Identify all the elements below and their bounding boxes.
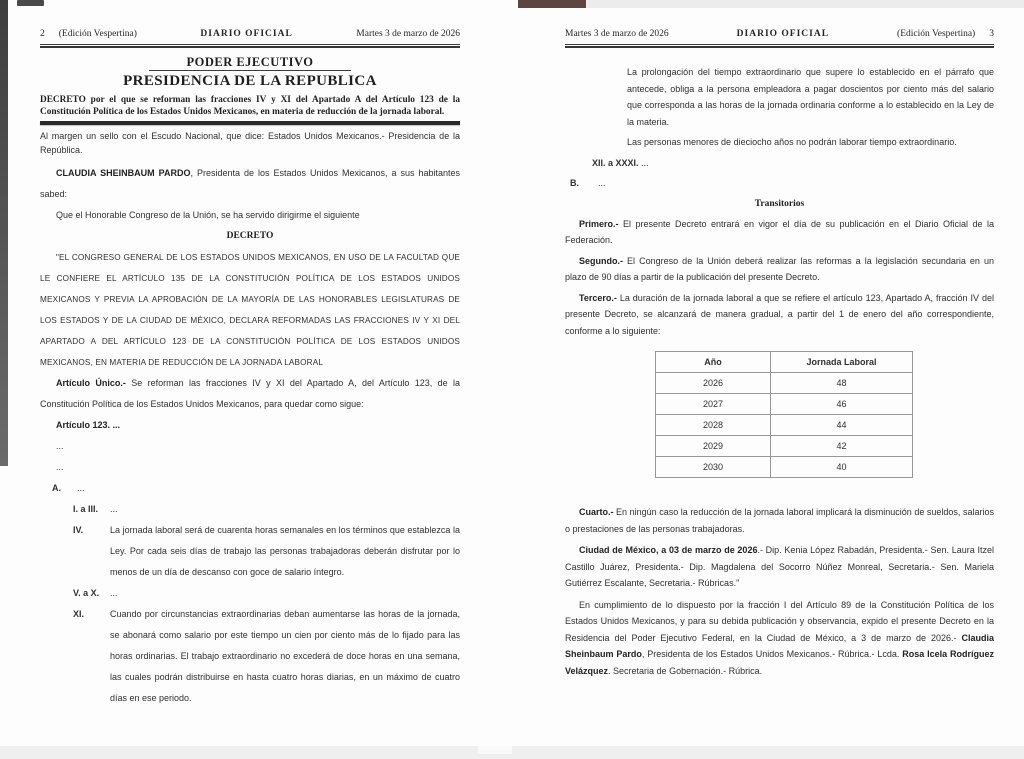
signature-name-presidenta: Claudia Sheinbaum Pardo	[565, 632, 994, 660]
year-cell: 2029	[656, 436, 771, 457]
transitorio-cuarto: Cuarto.- En ningún caso la reducción de la jornada laboral implicará la disminución de sueldos, salarios o prestaciones de las personas trabajadoras.	[565, 507, 994, 534]
header-edition: (Edición Vespertina)	[58, 29, 137, 39]
fraccion-i-iii: I. a III. ...	[73, 504, 118, 515]
header-double-rule	[40, 44, 460, 48]
header-page-number: 3	[989, 29, 994, 39]
fraccion-v-x: V. a X. ...	[73, 588, 118, 599]
signature-name-secretaria: Rosa Icela Rodríguez Velázquez	[565, 649, 994, 676]
congress-intro: Que el Honorable Congreso de la Unión, se ha servido dirigirme el siguiente	[56, 210, 360, 221]
header-right	[897, 28, 994, 40]
header-journal-title: DIARIO OFICIAL	[200, 29, 293, 39]
president-name: CLAUDIA SHEINBAUM PARDO	[56, 168, 191, 179]
decreto-heading: DECRETO	[226, 231, 274, 242]
transitorio-primero: Primero.- El presente Decreto entrará en vigor el día de su publicación en el Diario Oficial de la Federación.	[565, 218, 994, 246]
title-presidencia: PRESIDENCIA DE LA REPUBLICA	[123, 73, 377, 90]
header-date: Martes 3 de marzo de 2026	[565, 29, 669, 39]
congress-declaration: "EL CONGRESO GENERAL DE LOS ESTADOS UNIDOS MEXICANOS, EN USO DE LA FACULTAD QUE LE CONFIERE EL ARTÍCULO 135 DE LA CONSTITUCIÓN POLÍTICA DE LOS ESTADOS UNIDOS MEXICANOS Y PREVIA LA APROBACIÓN DE LA MAYORÍA DE LAS HONORABLES LEGISLATURAS DE LOS ESTADOS Y DE LA CIUDAD DE MÉXICO, DECLARA REFORMADAS LAS FRACCIONES IV Y XI DEL APARTADO A DEL ARTÍCULO 123 DE LA CONSTITUCIÓN POLÍTICA DE LOS ESTADOS UNIDOS MEXICANOS, EN MATERIA DE REDUCCIÓN DE LA JORNADA LABORAL	[40, 253, 460, 368]
apartado-b: B. ...	[570, 178, 606, 189]
page-right-header	[565, 28, 994, 40]
cumplimiento-paragraph: En cumplimiento de lo dispuesto por la fracción I del Artículo 89 de la Constitución Política de los Estados Unidos Mexicanos, y para su debida publicación y observancia, expido el presente Decreto en la Residencia del Poder Ejecutivo Federal, en la Ciudad de México, a 3 de marzo de 2026.- Claudia Sheinbaum Pardo, Presidenta de los Estados Unidos Mexicanos.- Rúbrica.- Lcda. Rosa Icela Rodríguez Velázquez. Secretaria de Gobernación.- Rúbrica.	[565, 599, 994, 676]
table-row	[656, 436, 913, 457]
ciudad-signatures: Ciudad de México, a 03 de marzo de 2026.- Dip. Kenia López Rabadán, Presidenta.- Sen. Laura Itzel Castillo Juárez, Presidenta.- Dip. Magdalena del Socorro Núñez Monreal, Secretaria.- Sen. Mariela Gutiérrez Escalante, Secretaria.- Rúbricas."	[565, 545, 994, 589]
decree-summary: DECRETO por el que se reforman las fracciones IV y XI del Apartado A del Artículo 123 de la Constitución Política de los Estados Unidos Mexicanos, en materia de reducción de la jornada laboral.	[40, 95, 460, 118]
ellipsis-line: ...	[56, 462, 64, 473]
fraccion-xi: XI. Cuando por circunstancias extraordinarias deban aumentarse las horas de la jornada, se abonará como salario por este tiempo un cien por ciento más de lo fijado para las horas ordinarias. El trabajo extraordinario no excederá de doce horas en una semana, las cuales podrán distribuirse en hasta cuatro horas diarias, en un máximo de cuatro días en ese periodo.	[73, 609, 460, 704]
apartado-a: A. ...	[52, 483, 85, 494]
table-row	[656, 415, 913, 436]
year-cell: 2030	[656, 457, 771, 478]
xi-continuation-2: Las personas menores de dieciocho años no podrán laborar tiempo extraordinario.	[627, 137, 957, 148]
table-row	[656, 394, 913, 415]
hours-cell: 48	[771, 373, 913, 394]
page-left-header	[40, 28, 460, 40]
header-left	[40, 28, 137, 40]
hours-cell: 42	[771, 436, 913, 457]
table-header-jornada: Jornada Laboral	[771, 352, 913, 373]
header-edition: (Edición Vespertina)	[897, 29, 976, 39]
year-cell: 2028	[656, 415, 771, 436]
header-page-number: 2	[40, 29, 45, 39]
xi-continuation-1: La prolongación del tiempo extraordinario que supere lo establecido en el párrafo que antecede, obliga a la persona empleadora a pagar doscientos por ciento más del salario que corresponda a las horas de la jornada ordinaria conforme a lo establecido en la Ley de la materia.	[627, 67, 994, 127]
title-poder-ejecutivo: PODER EJECUTIVO	[149, 55, 350, 71]
ellipsis-line: ...	[56, 441, 64, 452]
hours-cell: 44	[771, 415, 913, 436]
transitorios-heading: Transitorios	[754, 198, 805, 209]
jornada-table	[655, 351, 913, 478]
year-cell: 2026	[656, 373, 771, 394]
table-header-row	[656, 352, 913, 373]
table-row	[656, 457, 913, 478]
table-row	[656, 373, 913, 394]
page-right	[512, 0, 1024, 759]
articulo-unico: Artículo Único.- Se reforman las fracciones IV y XI del Apartado A, del Artículo 123, de la Constitución Política de los Estados Unidos Mexicanos, para quedar como sigue:	[40, 378, 461, 410]
president-address: CLAUDIA SHEINBAUM PARDO, Presidenta de los Estados Unidos Mexicanos, a sus habitantes sabed:	[40, 168, 461, 200]
transitorio-tercero: Tercero.- La duración de la jornada laboral a que se refiere el artículo 123, Apartado A, fracción IV del presente Decreto, se alcanzará de manera gradual, a partir del 1 de enero del año correspondiente, conforme a lo siguiente:	[565, 292, 994, 336]
header-date: Martes 3 de marzo de 2026	[356, 29, 460, 39]
hours-cell: 46	[771, 394, 913, 415]
articulo-123: Artículo 123. ...	[56, 420, 121, 431]
fraccion-xii-xxxi: XII. a XXXI. ...	[592, 157, 649, 168]
summary-thick-rule	[40, 121, 460, 125]
seal-paragraph: Al margen un sello con el Escudo Nacional, que dice: Estados Unidos Mexicanos.- Presidencia de la República.	[40, 131, 460, 155]
table-header-year: Año	[656, 352, 771, 373]
header-double-rule	[565, 44, 994, 48]
fraccion-iv: IV. La jornada laboral será de cuarenta horas semanales en los términos que establezca la Ley. Por cada seis días de trabajo las personas trabajadoras deberán disfrutar por lo menos de un día de descanso con goce de salario íntegro.	[73, 525, 460, 578]
header-journal-title: DIARIO OFICIAL	[736, 29, 830, 39]
transitorio-segundo: Segundo.- El Congreso de la Unión deberá realizar las reformas a la legislación secundaria en un plazo de 90 días a partir de la publicación del presente Decreto.	[565, 255, 994, 283]
year-cell: 2027	[656, 394, 771, 415]
hours-cell: 40	[771, 457, 913, 478]
